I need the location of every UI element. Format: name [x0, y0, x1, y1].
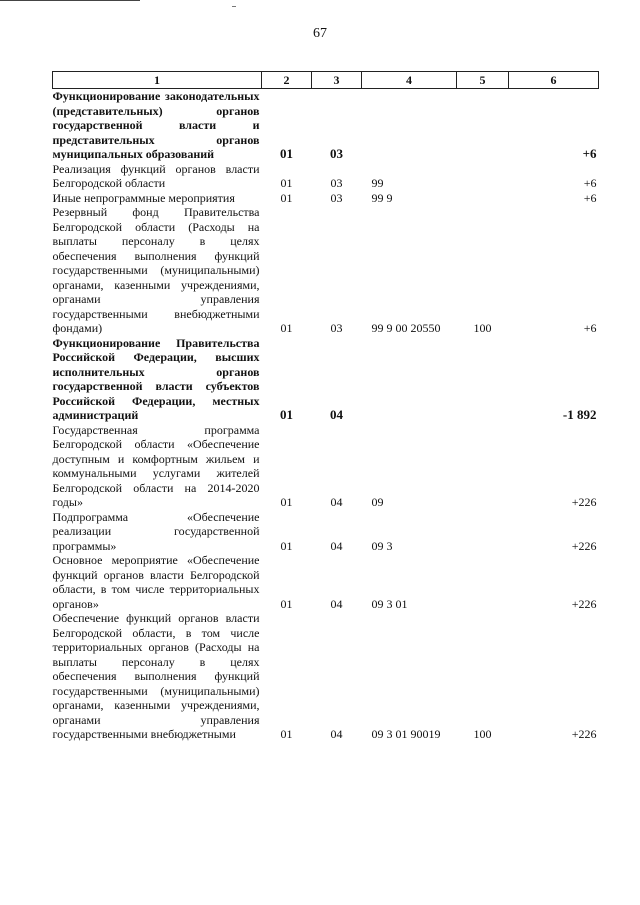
row-target-article: 09 3 01: [371, 596, 408, 611]
budget-table: [52, 71, 599, 742]
row-subsection: 04: [330, 727, 343, 741]
row-name: Функционирование Правительства Российской Федерации, высших исполнительных органов государственной власти субъектов Российской Федерации, местных администраций: [52, 335, 260, 422]
row-target-article: 99 9: [371, 190, 393, 205]
row-subsection: 04: [330, 538, 343, 553]
row-amount: +6: [582, 146, 597, 161]
row-expense-type: [457, 423, 509, 510]
row-subsection: 03: [330, 146, 343, 161]
row-amount: +226: [571, 495, 597, 509]
table-row: [53, 510, 599, 554]
row-name: Резервный фонд Правительства Белгородской области (Расходы на выплаты персоналу в целях обеспечения выполнения функций государственными (муниципальными) органами, казенными учреждениями, органами управления государственными внебюджетными фондами): [52, 205, 260, 335]
row-amount: +6: [583, 321, 597, 335]
row-section: 01: [280, 727, 293, 741]
table-row: [53, 423, 599, 510]
row-expense-type: [457, 553, 509, 611]
row-amount: -1 892: [562, 407, 597, 422]
row-amount: +6: [583, 176, 597, 190]
row-name: Государственная программа Белгородской области «Обеспечение доступным и комфортным жильем и коммунальными услугами жителей Белгородской области на 2014-2020 годы»: [52, 422, 260, 509]
row-expense-type: [457, 191, 509, 206]
row-subsection: 03: [330, 321, 343, 335]
row-target-article: 09 3 01 90019: [371, 727, 441, 741]
row-name: Функционирование законодательных (представительных) органов государственной власти и представительных органов муниципальных образований: [52, 89, 260, 161]
table-row: [53, 162, 599, 191]
table-row: [53, 553, 599, 611]
row-subsection: 04: [330, 407, 343, 422]
row-expense-type: 100: [473, 727, 492, 741]
row-section: 01: [280, 190, 293, 205]
scan-mark: [232, 6, 236, 7]
row-section: 01: [280, 321, 293, 335]
row-amount: +226: [571, 596, 597, 611]
row-section: 01: [280, 596, 293, 611]
row-section: 01: [280, 146, 293, 161]
row-target-article: 99: [371, 176, 384, 190]
page-number: 67: [313, 26, 327, 41]
row-subsection: 04: [330, 495, 343, 509]
row-section: 01: [280, 407, 293, 422]
table-row: [53, 191, 599, 206]
row-amount: +226: [571, 727, 597, 741]
row-expense-type: 100: [473, 321, 492, 335]
row-amount: +226: [571, 538, 597, 553]
row-target-article: [362, 89, 457, 162]
row-name: Реализация функций органов власти Белгородской области: [52, 161, 260, 190]
header-col-1: 1: [53, 72, 262, 89]
row-subsection: 03: [330, 176, 343, 190]
row-name: Основное мероприятие «Обеспечение функций органов власти Белгородской области, в том числе территориальных органов»: [52, 553, 260, 611]
row-target-article: [362, 336, 457, 423]
row-expense-type: [457, 510, 509, 554]
table-row: [53, 611, 599, 742]
row-section: 01: [280, 538, 293, 553]
row-section: 01: [280, 176, 293, 190]
row-expense-type: [457, 336, 509, 423]
table-row: [53, 336, 599, 423]
table-row: [53, 205, 599, 336]
row-name: Обеспечение функций органов власти Белгородской области, в том числе территориальных органов (Расходы на выплаты персоналу в целях обеспечения выполнения функций государственными (муниципальными) органами, казенными учреждениями, органами управления государственными внебюджетными: [52, 611, 260, 741]
header-col-6: 6: [509, 72, 599, 89]
row-expense-type: [457, 89, 509, 162]
row-subsection: 03: [330, 190, 343, 205]
header-col-2: 2: [262, 72, 312, 89]
row-name: Подпрограмма «Обеспечение реализации государственной программы»: [52, 509, 260, 553]
top-edge-rule: [0, 0, 140, 1]
header-col-5: 5: [457, 72, 509, 89]
row-amount: +6: [583, 190, 597, 205]
row-name: Иные непрограммные мероприятия: [52, 190, 235, 205]
row-section: 01: [280, 495, 293, 509]
table-header-row: [53, 72, 599, 89]
row-target-article: 99 9 00 20550: [371, 321, 441, 335]
header-col-3: 3: [312, 72, 362, 89]
row-subsection: 04: [330, 596, 343, 611]
row-target-article: 09 3: [371, 538, 393, 553]
header-col-4: 4: [362, 72, 457, 89]
row-expense-type: [457, 162, 509, 191]
table-row: [53, 89, 599, 162]
row-target-article: 09: [371, 495, 384, 509]
